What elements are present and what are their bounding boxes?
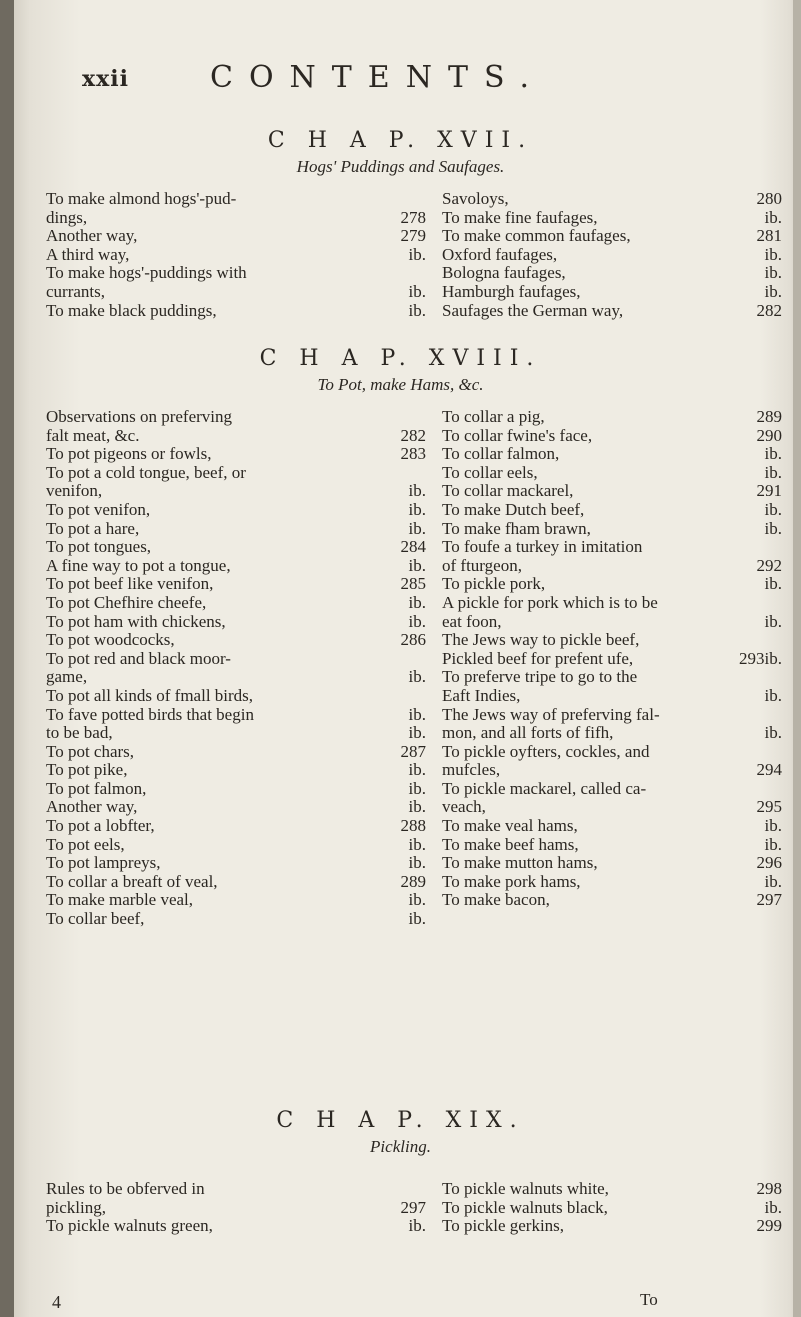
toc-entry — [46, 190, 426, 209]
entry-title: dings, — [46, 207, 88, 227]
entry-page: ib. — [764, 871, 782, 891]
entry-page: 295 — [756, 797, 782, 817]
entry-title: To pot falmon, — [46, 778, 147, 798]
entry-page: 284 — [400, 537, 426, 557]
entry-page: ib. — [408, 281, 426, 301]
toc-entry — [442, 817, 782, 836]
entry-title: game, — [46, 667, 88, 687]
entry-title: To make beef hams, — [442, 834, 579, 854]
chapter-label: C H A P. XVIII. — [259, 346, 542, 371]
toc-entry — [46, 482, 426, 501]
entry-title: To collar a breaft of veal, — [46, 871, 218, 891]
toc-entry — [442, 891, 782, 910]
toc-entry — [442, 557, 782, 576]
entry-title: To pot pigeons or fowls, — [46, 444, 212, 464]
entry-title: falt meat, &c. — [46, 425, 140, 445]
entry-page: ib. — [764, 1197, 782, 1217]
entry-title: To pot ham with chickens, — [46, 611, 226, 631]
toc-entry — [46, 557, 426, 576]
entry-title: Rules to be obferved in — [46, 1179, 205, 1198]
entry-title: To make veal hams, — [442, 816, 578, 836]
entry-title: currants, — [46, 281, 106, 301]
entry-page: ib. — [764, 207, 782, 227]
entry-page: 289 — [400, 871, 426, 891]
toc-entry — [442, 687, 782, 706]
entry-title: Oxford faufages, — [442, 244, 558, 264]
entry-title: Eaft Indies, — [442, 685, 521, 705]
entry-page: 291 — [756, 481, 782, 501]
entry-page: ib. — [764, 444, 782, 464]
entry-page: ib. — [408, 244, 426, 264]
toc-entry — [442, 631, 782, 650]
entry-page: ib. — [408, 518, 426, 538]
entry-page: ib. — [408, 778, 426, 798]
toc-entry — [442, 594, 782, 613]
entry-title: To collar falmon, — [442, 444, 560, 464]
entry-page: 294 — [756, 760, 782, 780]
toc-entry — [442, 650, 782, 669]
chapter-subtitle: To Pot, make Hams, &c. — [317, 375, 484, 394]
entry-title: eat foon, — [442, 611, 502, 631]
entry-title: The Jews way to pickle beef, — [442, 630, 640, 650]
entry-title: veach, — [442, 797, 486, 817]
toc-entry — [442, 613, 782, 632]
entry-title: To preferve tripe to go to the — [442, 667, 638, 687]
entry-page: ib. — [408, 853, 426, 873]
entry-page: 282 — [756, 300, 782, 320]
running-head — [0, 58, 801, 98]
entry-title: To pot eels, — [46, 834, 125, 854]
toc-entry — [46, 761, 426, 780]
toc-entry — [46, 302, 426, 321]
entry-title: To collar beef, — [46, 909, 145, 929]
chapter-subtitle: Hogs' Puddings and Saufages. — [296, 157, 505, 176]
entry-title: venifon, — [46, 481, 103, 501]
entry-page: ib. — [408, 909, 426, 929]
running-title: CONTENTS. — [210, 60, 545, 95]
toc-entry — [442, 264, 782, 283]
entry-page: ib. — [764, 816, 782, 836]
toc-entry — [442, 302, 782, 321]
catchword: To — [640, 1290, 658, 1309]
entry-page: 286 — [400, 630, 426, 650]
toc-entry — [442, 190, 782, 209]
toc-entry — [442, 427, 782, 446]
entry-title: Saufages the German way, — [442, 300, 624, 320]
entry-title: To make mutton hams, — [442, 853, 598, 873]
entry-title: mufcles, — [442, 760, 501, 780]
toc-entry — [46, 743, 426, 762]
toc-entry — [46, 873, 426, 892]
toc-entry — [442, 482, 782, 501]
entry-title: To pickle mackarel, called ca- — [442, 778, 647, 798]
entry-page: ib. — [408, 760, 426, 780]
entry-page: ib. — [408, 611, 426, 631]
chapter-19-heading — [0, 1108, 801, 1157]
chapter-18-right-column — [442, 408, 782, 910]
entry-page: ib. — [764, 499, 782, 519]
entry-page: 299 — [756, 1216, 782, 1236]
toc-entry — [46, 891, 426, 910]
toc-entry — [46, 798, 426, 817]
chapter-18-heading — [0, 346, 801, 395]
entry-page: ib. — [764, 574, 782, 594]
entry-title: To collar mackarel, — [442, 481, 574, 501]
entry-title: A fine way to pot a tongue, — [46, 555, 231, 575]
toc-entry — [442, 798, 782, 817]
toc-entry — [46, 1180, 426, 1199]
toc-entry — [442, 538, 782, 557]
entry-page: 293 — [739, 648, 765, 668]
entry-page: 283 — [400, 444, 426, 464]
entry-page: ib. — [764, 611, 782, 631]
toc-entry — [46, 780, 426, 799]
entry-page: 297 — [756, 890, 782, 910]
toc-entry — [46, 854, 426, 873]
entry-page: 287 — [400, 741, 426, 761]
entry-title: To pot lampreys, — [46, 853, 161, 873]
entry-page: 292 — [756, 555, 782, 575]
toc-entry — [46, 836, 426, 855]
entry-title: Hamburgh faufages, — [442, 281, 581, 301]
entry-title: To pickle walnuts green, — [46, 1216, 213, 1236]
toc-entry — [442, 761, 782, 780]
toc-entry — [442, 873, 782, 892]
toc-entry — [442, 706, 782, 725]
entry-title: To make almond hogs'-pud- — [46, 189, 237, 208]
toc-entry — [46, 264, 426, 283]
entry-title: To pot tongues, — [46, 537, 152, 557]
entry-title: To pot red and black moor- — [46, 648, 231, 668]
toc-entry — [46, 538, 426, 557]
entry-page: ib. — [764, 723, 782, 743]
toc-entry — [442, 854, 782, 873]
toc-entry — [46, 501, 426, 520]
toc-entry — [442, 408, 782, 427]
entry-title: To pot beef like venifon, — [46, 574, 214, 594]
entry-title: To collar fwine's face, — [442, 425, 593, 445]
entry-page: ib. — [408, 834, 426, 854]
toc-entry — [442, 520, 782, 539]
entry-title: To pot chars, — [46, 741, 135, 761]
chapter-17-left-column — [46, 190, 426, 320]
entry-page: ib. — [764, 462, 782, 482]
entry-title: To make marble veal, — [46, 890, 194, 910]
toc-entry — [46, 520, 426, 539]
entry-page: ib. — [408, 797, 426, 817]
entry-page: ib. — [408, 704, 426, 724]
entry-page: 296 — [756, 853, 782, 873]
entry-page: 297 — [400, 1197, 426, 1217]
entry-page: 288 — [400, 816, 426, 836]
toc-entry — [442, 780, 782, 799]
entry-page: ib. — [408, 481, 426, 501]
entry-title: To make hogs'-puddings with — [46, 263, 247, 283]
entry-title: Another way, — [46, 797, 138, 817]
entry-title: To make common faufages, — [442, 226, 631, 246]
toc-entry — [46, 910, 426, 929]
entry-title: pickling, — [46, 1197, 106, 1217]
entry-page: 282 — [400, 425, 426, 445]
entry-page: 298 — [756, 1179, 782, 1198]
entry-title: Another way, — [46, 226, 138, 246]
entry-page: 278 — [400, 207, 426, 227]
entry-title: Savoloys, — [442, 189, 509, 208]
entry-title: Pickled beef for prefent ufe, — [442, 648, 634, 668]
toc-entry — [442, 246, 782, 265]
signature-mark: 4 — [52, 1292, 61, 1312]
entry-title: The Jews way of preferving fal- — [442, 704, 660, 724]
toc-entry — [46, 227, 426, 246]
entry-title: to be bad, — [46, 723, 113, 743]
entry-title: A pickle for pork which is to be — [442, 592, 658, 612]
toc-entry — [46, 594, 426, 613]
toc-entry — [46, 408, 426, 427]
entry-title: To collar a pig, — [442, 407, 545, 426]
entry-title: To fave potted birds that begin — [46, 704, 254, 724]
entry-title: To make pork hams, — [442, 871, 581, 891]
toc-entry — [442, 283, 782, 302]
entry-page: 289 — [756, 407, 782, 426]
entry-page: ib. — [764, 244, 782, 264]
entry-title: To make Dutch beef, — [442, 499, 585, 519]
entry-page: ib. — [408, 1216, 426, 1236]
entry-page: ib. — [408, 592, 426, 612]
toc-entry — [46, 817, 426, 836]
entry-title: To pickle oyfters, cockles, and — [442, 741, 650, 761]
toc-entry — [442, 575, 782, 594]
toc-entry — [46, 650, 426, 669]
toc-entry — [442, 1180, 782, 1199]
toc-entry — [442, 464, 782, 483]
entry-page: ib. — [764, 685, 782, 705]
entry-title: To make bacon, — [442, 890, 550, 910]
page-folio: xxii — [82, 66, 129, 92]
toc-entry — [442, 724, 782, 743]
toc-entry — [46, 246, 426, 265]
entry-title: To pot a hare, — [46, 518, 140, 538]
toc-entry — [46, 1217, 426, 1236]
entry-page: 290 — [756, 425, 782, 445]
entry-title: To pot pike, — [46, 760, 128, 780]
entry-title: To make fine faufages, — [442, 207, 598, 227]
entry-title: Observations on preferving — [46, 407, 233, 426]
toc-entry — [442, 1199, 782, 1218]
toc-entry — [442, 1217, 782, 1236]
toc-entry — [442, 668, 782, 687]
entry-title: To pot woodcocks, — [46, 630, 175, 650]
chapter-18-left-column — [46, 408, 426, 929]
toc-entry — [46, 1199, 426, 1218]
toc-entry — [46, 445, 426, 464]
entry-page: ib. — [764, 834, 782, 854]
entry-title: To pot all kinds of fmall birds, — [46, 685, 254, 705]
entry-title: To pot venifon, — [46, 499, 151, 519]
toc-entry — [46, 706, 426, 725]
entry-title: To pickle walnuts black, — [442, 1197, 608, 1217]
toc-entry — [46, 575, 426, 594]
toc-entry — [46, 631, 426, 650]
entry-title: To pickle pork, — [442, 574, 546, 594]
entry-page: ib. — [764, 648, 782, 668]
entry-page: ib. — [408, 499, 426, 519]
chapter-subtitle: Pickling. — [370, 1137, 431, 1156]
toc-entry — [46, 464, 426, 483]
chapter-label: C H A P. XIX. — [276, 1108, 525, 1133]
chapter-19-right-column — [442, 1180, 782, 1236]
entry-title: To make fham brawn, — [442, 518, 591, 538]
entry-title: To make black puddings, — [46, 300, 217, 320]
entry-title: To pickle gerkins, — [442, 1216, 565, 1236]
toc-entry — [442, 743, 782, 762]
entry-page: ib. — [764, 281, 782, 301]
chapter-19-left-column — [46, 1180, 426, 1236]
toc-entry — [46, 687, 426, 706]
entry-page: ib. — [408, 667, 426, 687]
toc-entry — [442, 836, 782, 855]
entry-page: ib. — [764, 263, 782, 283]
entry-page: ib. — [408, 555, 426, 575]
toc-entry — [46, 613, 426, 632]
entry-page: ib. — [764, 518, 782, 538]
entry-page: 280 — [756, 189, 782, 208]
toc-entry — [46, 209, 426, 228]
chapter-label: C H A P. XVII. — [267, 128, 534, 153]
toc-entry — [442, 501, 782, 520]
chapter-17-right-column — [442, 190, 782, 320]
toc-entry — [46, 668, 426, 687]
chapter-17-heading — [0, 128, 801, 177]
entry-page: 279 — [400, 226, 426, 246]
entry-title: To pot a cold tongue, beef, or — [46, 462, 246, 482]
entry-page: ib. — [408, 300, 426, 320]
toc-entry — [442, 209, 782, 228]
entry-title: To pickle walnuts white, — [442, 1179, 609, 1198]
entry-title: To foufe a turkey in imitation — [442, 537, 643, 557]
entry-page: ib. — [408, 723, 426, 743]
entry-title: To collar eels, — [442, 462, 538, 482]
entry-title: To pot Chefhire cheefe, — [46, 592, 207, 612]
entry-title: Bologna faufages, — [442, 263, 566, 283]
entry-page: 281 — [756, 226, 782, 246]
toc-entry — [442, 227, 782, 246]
entry-title: To pot a lobfter, — [46, 816, 155, 836]
entry-title: A third way, — [46, 244, 130, 264]
toc-entry — [46, 283, 426, 302]
entry-page: 285 — [400, 574, 426, 594]
entry-title: of fturgeon, — [442, 555, 522, 575]
entry-title: mon, and all forts of fifh, — [442, 723, 614, 743]
toc-entry — [46, 724, 426, 743]
toc-entry — [46, 427, 426, 446]
toc-entry — [442, 445, 782, 464]
entry-page: ib. — [408, 890, 426, 910]
